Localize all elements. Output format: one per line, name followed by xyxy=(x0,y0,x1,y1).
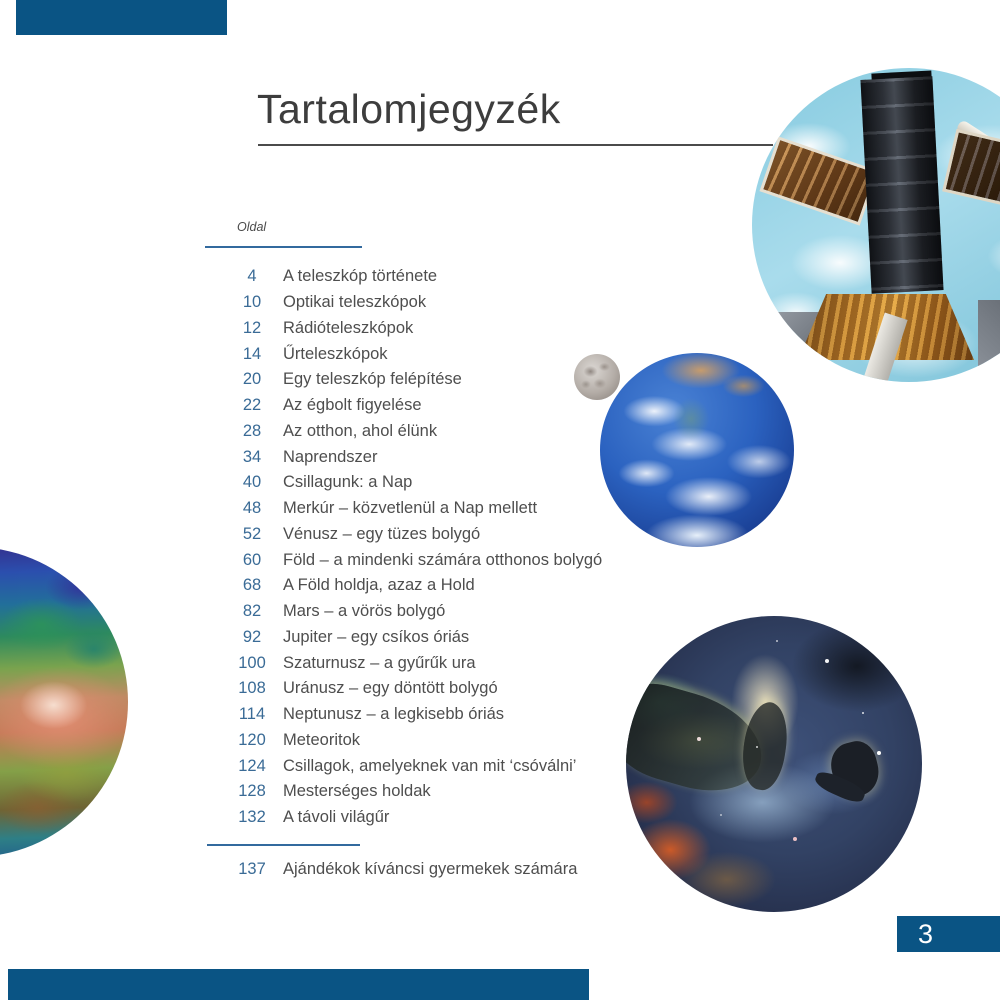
toc-entry xyxy=(230,496,602,522)
toc-entry xyxy=(230,522,602,548)
toc-entry xyxy=(230,857,577,883)
toc-entry-page-number: 4 xyxy=(247,267,257,286)
toc-entry xyxy=(230,599,602,625)
toc-entry xyxy=(230,728,602,754)
toc-entry-title: Naprendszer xyxy=(283,447,378,466)
toc-entry-title: Optikai teleszkópok xyxy=(283,293,427,312)
moon-photo xyxy=(574,354,620,400)
toc-entry-page-number: 124 xyxy=(238,756,266,775)
toc-entry-page-number: 28 xyxy=(242,421,262,440)
toc-entry-page-number: 34 xyxy=(242,447,262,466)
toc-entry-title: Az otthon, ahol élünk xyxy=(283,421,438,440)
toc-entry-page-number: 100 xyxy=(238,653,266,672)
page-number-box xyxy=(897,916,1000,952)
toc-entry-page-number: 20 xyxy=(242,370,262,389)
page-number: 3 xyxy=(918,919,934,949)
toc-entry-page-number: 22 xyxy=(242,396,262,415)
toc-entry xyxy=(230,753,602,779)
toc-entry xyxy=(230,444,602,470)
toc-entry-title: Neptunusz – a legkisebb óriás xyxy=(283,705,505,724)
toc-entry-title: Rádióteleszkópok xyxy=(283,318,414,337)
toc-entry-title: Egy teleszkóp felépítése xyxy=(283,370,462,389)
hubble-solar-panel-right xyxy=(942,129,1000,215)
toc-entry-page-number: 40 xyxy=(242,473,262,492)
toc-entry xyxy=(230,393,602,419)
toc-entry-page-number: 114 xyxy=(238,705,266,724)
appendix-separator-rule xyxy=(207,844,360,846)
page-column-header: Oldal xyxy=(237,220,267,234)
bottom-accent-bar xyxy=(8,969,589,1000)
toc-entry xyxy=(230,676,602,702)
toc-entry-title: Ajándékok kíváncsi gyermekek számára xyxy=(283,860,578,879)
toc-entry-page-number: 68 xyxy=(242,576,262,595)
toc-entry xyxy=(230,702,602,728)
toc-entry-title: A teleszkóp története xyxy=(283,267,438,286)
page-title: Tartalomjegyzék xyxy=(257,86,561,132)
toc-entry xyxy=(230,650,602,676)
toc-entry-page-number: 52 xyxy=(242,524,262,543)
venus-radar-map-photo xyxy=(0,547,128,857)
toc-entry-title: Uránusz – egy döntött bolygó xyxy=(283,679,498,698)
toc-list xyxy=(230,264,602,831)
toc-entry-title: Az égbolt figyelése xyxy=(283,396,422,415)
nebula-photo xyxy=(626,616,922,912)
toc-entry-title: Jupiter – egy csíkos óriás xyxy=(283,627,470,646)
toc-entry-page-number: 137 xyxy=(238,860,266,879)
toc-entry-title: Csillagok, amelyeknek van mit ‘csóválni’ xyxy=(283,756,577,775)
toc-entry-page-number: 10 xyxy=(242,293,262,312)
toc-entry-title: A távoli világűr xyxy=(283,808,390,827)
toc-entry xyxy=(230,805,602,831)
title-rule xyxy=(258,144,773,146)
column-header-rule xyxy=(205,246,362,248)
toc-entry xyxy=(230,470,602,496)
hubble-solar-panel-left xyxy=(759,136,878,225)
toc-entry-page-number: 132 xyxy=(238,808,266,827)
toc-entry-title: Űrteleszkópok xyxy=(283,344,388,363)
toc-entry xyxy=(230,341,602,367)
toc-entry-page-number: 60 xyxy=(242,550,262,569)
toc-entry xyxy=(230,625,602,651)
toc-entry-title: Meteoritok xyxy=(283,730,361,749)
toc-entry xyxy=(230,419,602,445)
toc-entry-title: Föld – a mindenki számára otthonos bolygó xyxy=(283,550,603,569)
toc-entry xyxy=(230,573,602,599)
toc-entry-page-number: 120 xyxy=(238,730,266,749)
nebula-stars xyxy=(626,616,628,618)
top-left-accent-bar xyxy=(16,0,227,35)
toc-entry-page-number: 108 xyxy=(238,679,266,698)
toc-entry xyxy=(230,290,602,316)
toc-entry-title: Vénusz – egy tüzes bolygó xyxy=(283,524,481,543)
toc-entry-title: Mesterséges holdak xyxy=(283,782,431,801)
toc-entry xyxy=(230,264,602,290)
toc-entry-title: Mars – a vörös bolygó xyxy=(283,602,446,621)
hubble-body xyxy=(860,76,943,293)
toc-entry xyxy=(230,547,602,573)
earth-photo xyxy=(600,353,794,547)
toc-entry-title: Csillagunk: a Nap xyxy=(283,473,413,492)
toc-entry-page-number: 92 xyxy=(242,627,262,646)
toc-entry xyxy=(230,316,602,342)
toc-entry-title: Szaturnusz – a gyűrűk ura xyxy=(283,653,476,672)
toc-entry-title: A Föld holdja, azaz a Hold xyxy=(283,576,475,595)
toc-appendix xyxy=(230,857,577,883)
toc-entry-page-number: 128 xyxy=(238,782,266,801)
hubble-telescope-photo xyxy=(752,68,1000,382)
toc-entry-title: Merkúr – közvetlenül a Nap mellett xyxy=(283,499,538,518)
toc-entry-page-number: 48 xyxy=(242,499,262,518)
toc-entry xyxy=(230,367,602,393)
toc-entry-page-number: 14 xyxy=(242,344,262,363)
hubble-bay-right xyxy=(978,300,1000,380)
toc-entry-page-number: 82 xyxy=(242,602,262,621)
toc-entry-page-number: 12 xyxy=(242,318,262,337)
toc-entry xyxy=(230,779,602,805)
